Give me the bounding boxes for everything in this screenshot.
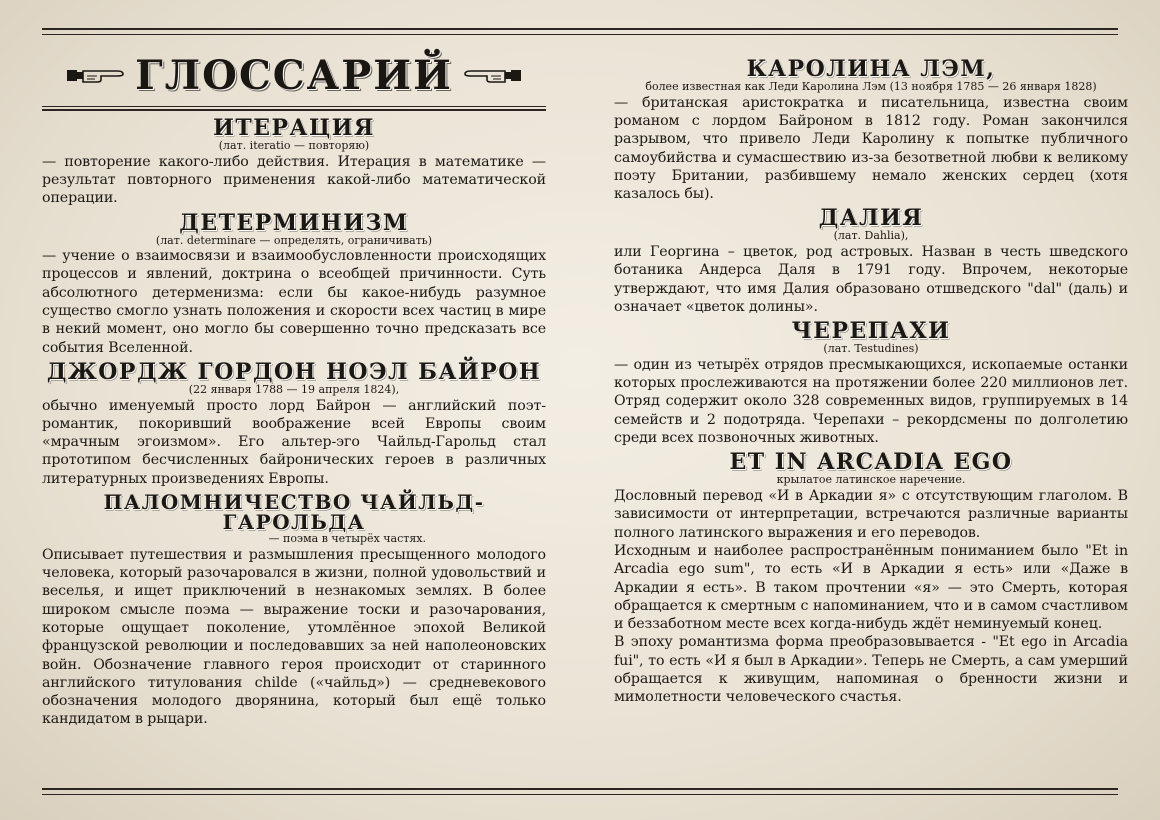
bottom-border-rule bbox=[42, 788, 1118, 795]
entry-note: (22 января 1788 — 19 апреля 1824), bbox=[188, 382, 400, 396]
entry-title: ЧЕРЕПАХИ bbox=[791, 318, 951, 345]
entry-note: (лат. determinare — определять, ограничивать) bbox=[155, 233, 433, 247]
entry-note: более известная как Леди Каролина Лэм (13 ноября 1785 — 26 января 1828) bbox=[645, 80, 1097, 93]
entry-paragraph: Дословный перевод «И в Аркадии я» с отсутствующим глаголом. В зависимости от интерпретации, встречаются различные варианты полного латинского выражения и его переводов. bbox=[614, 488, 1128, 541]
entry-body: Описывает путешествия и размышления пресыщенного молодого человека, который разочаровался в жизни, полной удовольствий и веселья, и ищет приключений в незнакомых землях. В более широком смысле поэма — выражение тоски и разочарования, которые ощущает поколение, утомлённое эпохой Великой французской революции и последовавших за ней наполеоновских войн. Обозначение главного героя происходит от старинного английского титулования childe («чайльд») — средневекового обозначения молодого дворянина, который был ещё только кандидатом в рыцари. bbox=[42, 546, 546, 728]
entry-body: обычно именуемый просто лорд Байрон — английский поэт-романтик, покоривший воображение всей Европы своим «мрачным эгоизмом». Его альтер-эго Чайльд-Гарольд стал прототипом бесчисленных байронических героев в различных литературных произведениях Европы. bbox=[42, 397, 546, 487]
entry-determinism bbox=[42, 209, 546, 357]
top-border-rule bbox=[42, 28, 1118, 35]
entry-body: — британская аристократка и писательница, известна своим романом с лордом Байроном в 1812 году. Роман закончился разрывом, что привело Леди Каролину к попытке публичного самоубийства и сумасшествию из-за безответной любви к великому поэту Британии, разбившему немало женских сердец (хотя казалось бы). bbox=[614, 94, 1128, 203]
entry-dahlia bbox=[614, 207, 1128, 316]
entry-title: ДЖОРДЖ ГОРДОН НОЭЛ БАЙРОН bbox=[46, 358, 542, 385]
header-rule bbox=[42, 106, 546, 111]
entry-body: или Георгина – цветок, род астровых. Назван в честь шведского ботаника Андерса Даля в 1791 году. Впрочем, некоторые утверждают, что имя Далия образовано отшведского "dal" (даль) и означает «цветок долины». bbox=[614, 244, 1128, 315]
pointing-hand-right-icon bbox=[67, 64, 125, 86]
entry-pilgrimage bbox=[42, 492, 546, 729]
entry-title: ДЕТЕРМИНИЗМ bbox=[179, 209, 409, 236]
entry-note: крылатое латинское наречение. bbox=[776, 473, 966, 487]
entry-title: КАРОЛИНА ЛЭМ, bbox=[746, 56, 996, 82]
entry-paragraph: Исходным и наиболее распространённым пониманием было "Et in Arcadia ego sum", то есть «И в Аркадии я есть» или «Даже в Аркадии я есть». В таком прочтении «я» — это Смерть, которая обращается к смертным с напоминанием, что и в самом счастливом и беззаботном месте всех когда-нибудь ждёт неминуемый конец. bbox=[614, 542, 1128, 633]
entry-note: (лат. iteratio — повторяю) bbox=[218, 139, 370, 152]
entry-title: ДАЛИЯ bbox=[818, 205, 924, 232]
entry-title: ET IN ARCADIA EGO bbox=[729, 449, 1013, 476]
entry-title: ПАЛОМНИЧЕСТВО ЧАЙЛЬД-ГАРОЛЬДА bbox=[103, 490, 485, 535]
entry-body: — учение о взаимосвязи и взаимообусловленности происходящих процессов и явлений, доктрина о всеобщей причинности. Суть абсолютного детерменизма: если бы какое-нибудь разумное существо смогло узнать положения и скорости всех частиц в мире в некий момент, оно могло бы совершенно точно предсказать все события Вселенной. bbox=[42, 248, 546, 356]
entry-paragraph: В эпоху романтизма форма преобразовывается - "Et ego in Arcadia fui", то есть «И я был в Аркадии». Теперь не Смерть, а сам умерший обращается к живущим, напоминая о бренности жизни и мимолетности человеческого счастья. bbox=[614, 634, 1128, 706]
entry-note: — поэма в четырёх частях. bbox=[268, 532, 426, 546]
entry-turtles bbox=[614, 320, 1128, 447]
entry-body bbox=[614, 487, 1128, 707]
entry-arcadia bbox=[614, 451, 1128, 706]
pointing-hand-left-icon bbox=[463, 64, 521, 86]
glossary-header bbox=[42, 48, 546, 102]
left-column bbox=[42, 44, 546, 733]
entry-iteration bbox=[42, 117, 546, 208]
entry-note: (лат. Dahlia), bbox=[833, 229, 909, 243]
entry-body: — повторение какого-либо действия. Итерация в математике — результат повторного применения какой-либо математической операции. bbox=[42, 153, 546, 207]
entry-title: ИТЕРАЦИЯ bbox=[213, 115, 375, 141]
entry-body: — один из четырёх отрядов пресмыкающихся, ископаемые останки которых прослеживаются на протяжении более 220 миллионов лет. Отряд содержит около 328 современных видов, группируемых в 14 семейств и 2 подотряда. Черепахи – рекордсмены по долголетию среди всех позвоночных животных. bbox=[614, 356, 1128, 447]
page-title: ГЛОССАРИЙ bbox=[135, 51, 453, 99]
entry-note: (лат. Testudines) bbox=[823, 342, 919, 356]
entry-byron bbox=[42, 358, 546, 488]
entry-caroline-lamb bbox=[614, 58, 1128, 203]
right-column bbox=[614, 44, 1128, 711]
